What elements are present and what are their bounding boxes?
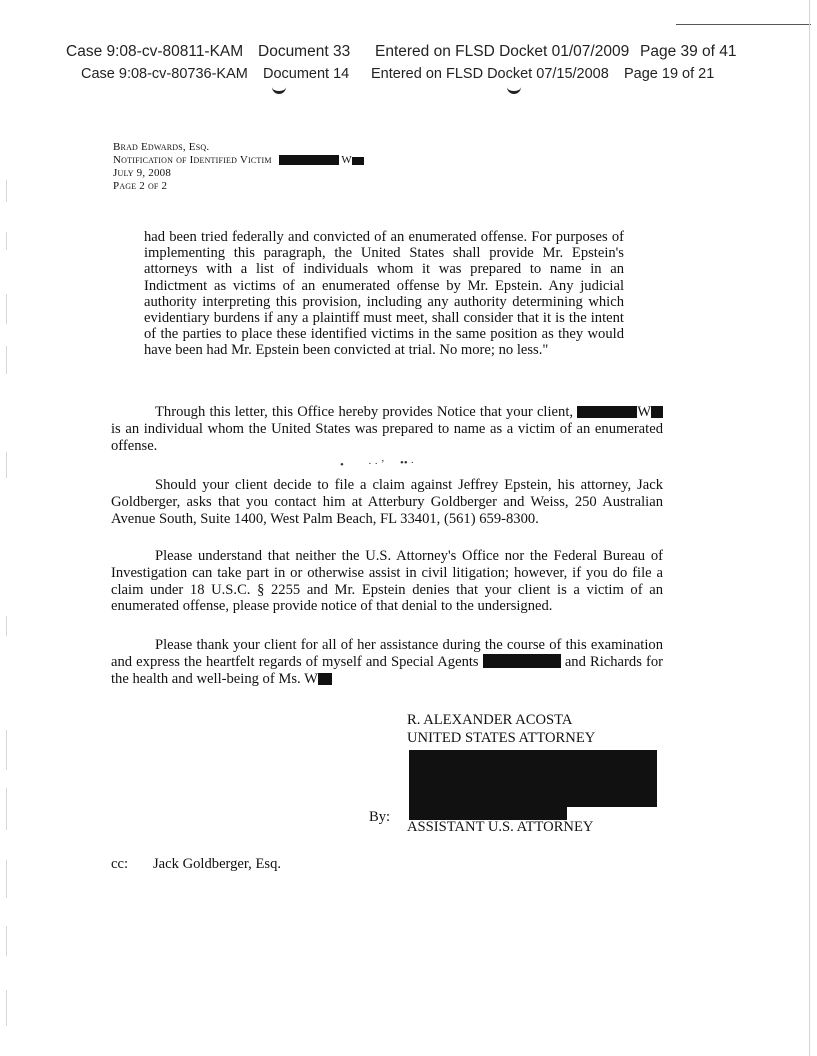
signature-redaction xyxy=(409,750,657,807)
redaction-box xyxy=(577,406,637,418)
signature-redaction xyxy=(409,806,567,820)
scan-edge xyxy=(809,0,810,1056)
notice-paragraph xyxy=(111,404,663,454)
case-number: Case 9:08-cv-80811-KAM xyxy=(66,43,244,60)
redacted-initial: W xyxy=(637,404,651,420)
by-label: By: xyxy=(369,809,391,825)
case-number: Case 9:08-cv-80736-KAM xyxy=(81,66,248,82)
signer-title: ASSISTANT U.S. ATTORNEY xyxy=(407,819,594,835)
document-number: Document 33 xyxy=(258,43,351,60)
scan-margin-marks xyxy=(6,170,20,1050)
notice-text-start: Through this letter, this Office hereby provides Notice that your client, xyxy=(155,404,578,420)
scan-speck: •• · xyxy=(400,457,415,469)
docket-entry: Entered on FLSD Docket 01/07/2009 xyxy=(375,43,630,60)
letter-page: Page 2 of 2 xyxy=(113,180,168,192)
thanks-initial: W xyxy=(304,670,318,687)
attorney-title: UNITED STATES ATTORNEY xyxy=(407,730,596,746)
header-mark xyxy=(507,86,521,94)
document-number: Document 14 xyxy=(263,66,350,82)
thanks-paragraph xyxy=(111,637,663,687)
docket-entry: Entered on FLSD Docket 07/15/2008 xyxy=(371,66,609,82)
claim-text: Should your client decide to file a claim against Jeffrey Epstein, his attorney, Jack Goldberger, asks that you contact him at Atterbury Goldberger and Weiss, 250 Australian Avenue South, Suite 1400, West Palm Beach, FL 33401, (561) 659-8300. xyxy=(111,477,663,527)
thanks-text-start: Please thank your client for all of her assistance during the course of this examination and express the heartfelt regards of myself and Special Agents xyxy=(111,637,663,670)
redaction-box xyxy=(651,406,663,418)
quoted-paragraph: had been tried federally and convicted of an enumerated offense. For purposes of implementing this paragraph, the United States shall provide Mr. Epstein's attorneys with a list of individuals whom it was prepared to name in an Indictment as victims of an enumerated offense by Mr. Epstein. Any judicial authority interpreting this provision, including any authority determining which evidentiary burdens if any a plaintiff must meet, shall consider that it is the intent of the parties to place these identified victims in the same position as they would have been had Mr. Epstein been convicted at trial. No more; no less." xyxy=(144,229,624,359)
redaction-box xyxy=(318,673,332,685)
redaction-box xyxy=(352,157,364,165)
notice-text-end: is an individual whom the United States was prepared to name as a victim of an enumerated offense. xyxy=(111,420,663,454)
page-count: Page 39 of 41 xyxy=(640,43,737,60)
scan-speck: • xyxy=(340,459,344,471)
recipient-line: Brad Edwards, Esq. xyxy=(113,141,210,153)
subject-line xyxy=(113,154,364,166)
cc-label: cc: xyxy=(111,856,129,872)
page-count: Page 19 of 21 xyxy=(624,66,715,82)
litigation-text: Please understand that neither the U.S. Attorney's Office nor the Federal Bureau of Investigation can take part in or otherwise assist in civil litigation; however, if you do file a claim under 18 U.S.C. § 2255 and Mr. Epstein denies that your client is a victim of an enumerated offense, please provide notice of that denial to the undersigned. xyxy=(111,548,663,615)
letter-date: July 9, 2008 xyxy=(113,167,172,179)
scan-rule xyxy=(676,24,811,25)
subject-initial: W xyxy=(341,154,352,166)
claim-paragraph xyxy=(111,477,663,527)
redaction-box xyxy=(483,654,561,668)
litigation-paragraph xyxy=(111,548,663,615)
thanks-text-middle: and Richards for the health and well-being of Ms. xyxy=(111,653,663,687)
subject-text: Notification of Identified Victim xyxy=(113,154,272,166)
attorney-name: R. ALEXANDER ACOSTA xyxy=(407,712,573,728)
redaction-box xyxy=(279,155,339,165)
scan-speck: · · ’ xyxy=(368,458,385,470)
header-mark xyxy=(272,86,286,94)
cc-name: Jack Goldberger, Esq. xyxy=(153,856,282,872)
